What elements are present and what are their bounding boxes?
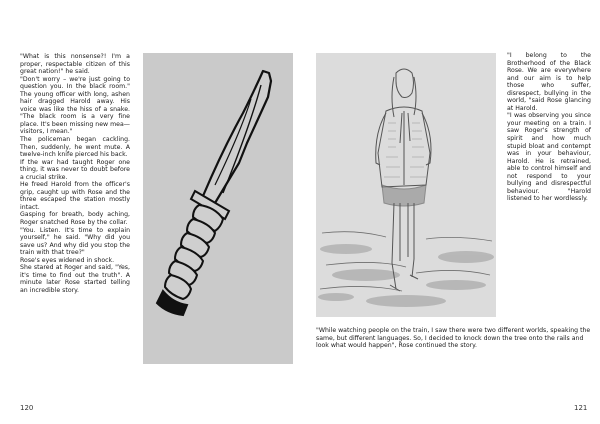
paragraph: She stared at Roger and said, "Yes, it's time to find out the truth". A minute later Rose started telling an incredible story. (20, 264, 130, 294)
right-page-text (507, 52, 591, 203)
pencil-sketch-figure-icon (316, 53, 496, 317)
paragraph: He freed Harold from the officer's grip, caught up with Rose and the three escaped the station mostly intact. (20, 181, 130, 211)
paragraph: "What is this nonsense?! I'm a proper, respectable citizen of this great nation!" he said. (20, 53, 130, 76)
page-number: 121 (574, 404, 588, 412)
paragraph: Rose's eyes widened in shock. (20, 256, 115, 264)
knife-drawing-icon (143, 53, 293, 364)
sketch-illustration (316, 53, 496, 317)
paragraph: "Don't worry – we're just going to question you. In the black room." The young officer with long, ashen hair dragged Harold away. His voice was like the hiss of a snake. "The black room is a very fine place. It's been missing new mea—visitors, I mean." (20, 75, 130, 136)
paragraph: Gasping for breath, body aching, Roger snatched Rose by the collar. (20, 211, 130, 227)
paragraph: If the war had taught Roger one thing, it was never to doubt before a crucial strike. (20, 158, 130, 181)
paragraph: "You. Listen. It's time to explain yourself," he said. "Why did you save us? And why did you stop the train with that tree?" (20, 226, 130, 257)
bottom-paragraph: "While watching people on the train, I saw there were two different worlds, speaking the same, but different languages. So, I decided to knock down the tree onto the rails and look what would happen", Rose continued the story. (316, 327, 591, 350)
page-number: 120 (20, 404, 34, 412)
paragraph: "I belong to the Brotherhood of the Black Rose. We are everywhere and our aim is to help those who suffer, disrespect, bullying in the world, "said Rose glancing at Harold. (507, 52, 591, 112)
paragraph: "I was observing you since your meeting on a train. I saw Roger's strength of spirit and how much stupid bloat and contempt was in your behaviour, Harold. He is retrained, able to control himself and not respond to your bullying and disrespectful behaviour. "Harold listened to her wordlessly. (507, 112, 591, 203)
left-page-text (20, 53, 130, 295)
knife-illustration (143, 53, 293, 364)
paragraph: The policeman began cackling. Then, suddenly, he went mute. A twelve-inch knife pierced his back. (20, 136, 130, 159)
